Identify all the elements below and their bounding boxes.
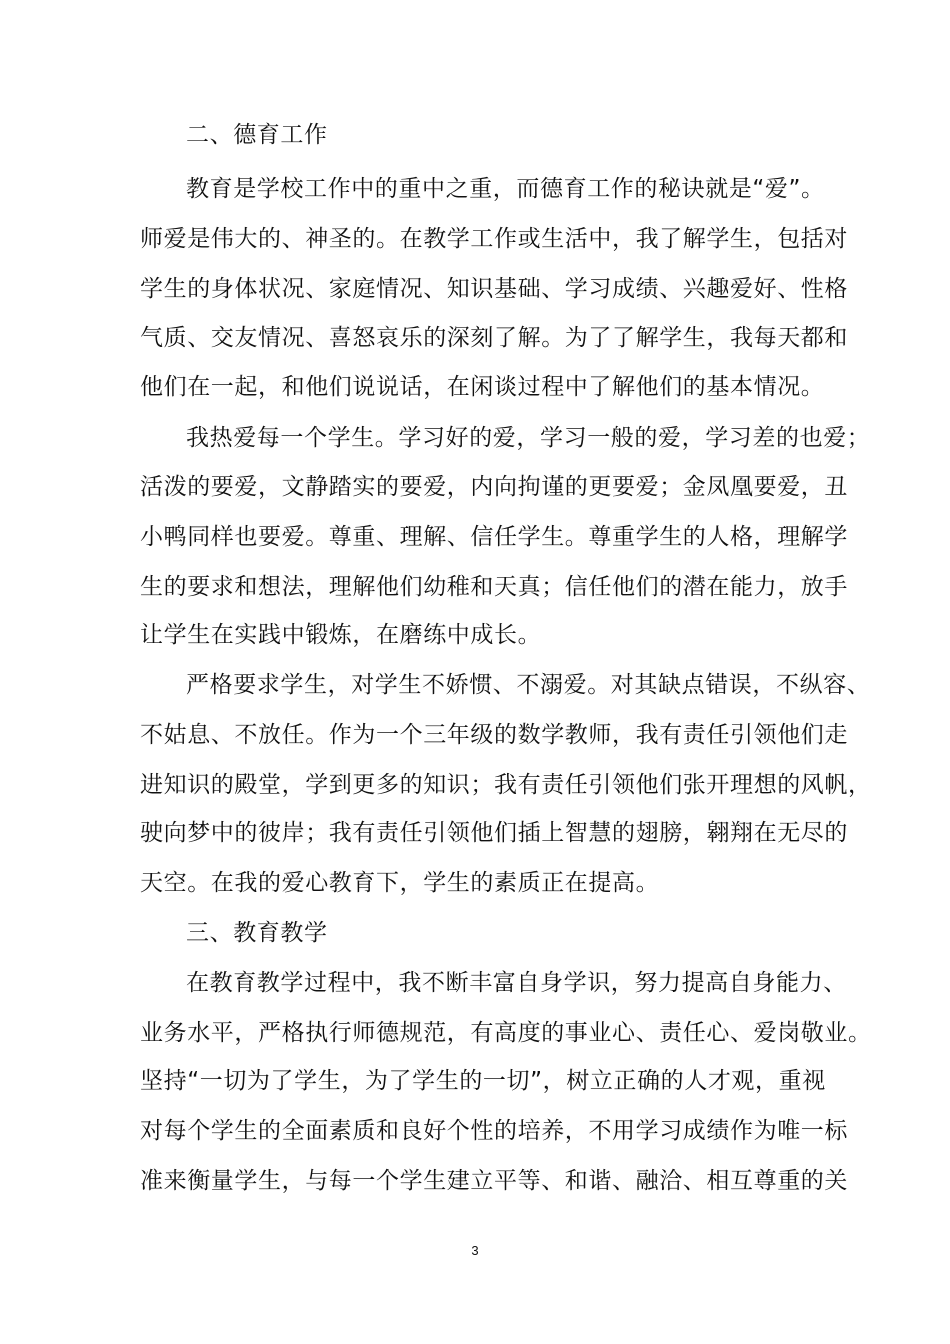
paragraph-line: 严格要求学生，对学生不娇惯、不溺爱。对其缺点错误，不纵容、	[186, 672, 871, 698]
paragraph-line: 生的要求和想法，理解他们幼稚和天真；信任他们的潜在能力，放手	[140, 574, 848, 600]
paragraph-line: 他们在一起，和他们说说话，在闲谈过程中了解他们的基本情况。	[140, 374, 825, 400]
section-heading-moral-education: 二、德育工作	[186, 122, 328, 148]
paragraph-line: 驶向梦中的彼岸；我有责任引领他们插上智慧的翅膀，翱翔在无尽的	[140, 820, 848, 846]
paragraph-line: 进知识的殿堂，学到更多的知识；我有责任引领他们张开理想的风帆，	[140, 772, 872, 798]
paragraph-line: 小鸭同样也要爱。尊重、理解、信任学生。尊重学生的人格，理解学	[140, 524, 848, 550]
paragraph-line: 活泼的要爱，文静踏实的要爱，内向拘谨的更要爱；金凤凰要爱，丑	[140, 474, 848, 500]
paragraph-line: 师爱是伟大的、神圣的。在教学工作或生活中，我了解学生，包括对	[140, 226, 848, 252]
paragraph-line: 天空。在我的爱心教育下，学生的素质正在提高。	[140, 870, 660, 896]
paragraph-line: 对每个学生的全面素质和良好个性的培养，不用学习成绩作为唯一标	[140, 1118, 848, 1144]
paragraph-line: 让学生在实践中锻炼，在磨练中成长。	[140, 622, 542, 648]
section-heading-teaching: 三、教育教学	[186, 920, 328, 946]
paragraph-line: 在教育教学过程中，我不断丰富自身学识，努力提高自身能力、	[186, 970, 847, 996]
paragraph-line: 我热爱每一个学生。学习好的爱，学习一般的爱，学习差的也爱；	[186, 425, 871, 451]
paragraph-line: 气质、交友情况、喜怒哀乐的深刻了解。为了了解学生，我每天都和	[140, 325, 848, 351]
paragraph-line: 学生的身体状况、家庭情况、知识基础、学习成绩、兴趣爱好、性格	[140, 276, 848, 302]
paragraph-line: 不姑息、不放任。作为一个三年级的数学教师，我有责任引领他们走	[140, 722, 848, 748]
paragraph-line: 业务水平，严格执行师德规范，有高度的事业心、责任心、爱岗敬业。	[140, 1020, 872, 1046]
paragraph-line: 准来衡量学生，与每一个学生建立平等、和谐、融洽、相互尊重的关	[140, 1168, 848, 1194]
page-number: 3	[471, 1243, 479, 1258]
paragraph-line: 教育是学校工作中的重中之重，而德育工作的秘诀就是“爱”。	[186, 176, 825, 202]
paragraph-line: 坚持“一切为了学生，为了学生的一切”，树立正确的人才观，重视	[140, 1068, 826, 1094]
